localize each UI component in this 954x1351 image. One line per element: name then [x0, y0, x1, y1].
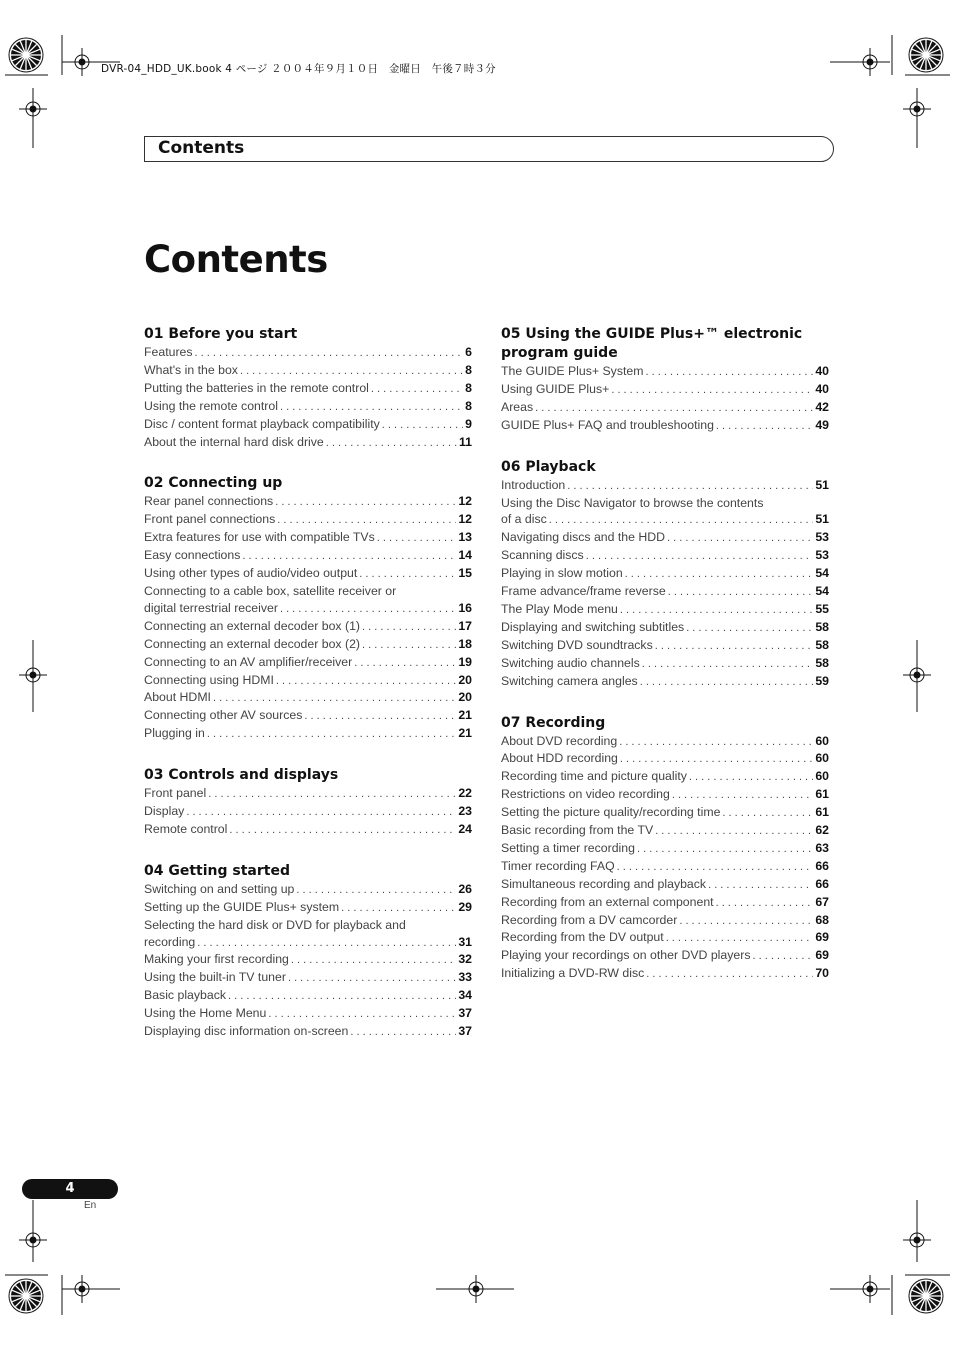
dot-leader: [359, 566, 456, 583]
toc-entry-page: 14: [458, 548, 472, 563]
toc-section-title: 03 Controls and displays: [144, 767, 339, 784]
dot-leader: [716, 895, 814, 912]
toc-entry-text: The Play Mode menu: [501, 601, 618, 616]
toc-entry[interactable]: [501, 840, 829, 858]
toc-entry-page: 42: [815, 399, 829, 414]
dot-leader: [228, 988, 456, 1005]
dot-leader: [377, 530, 457, 547]
toc-entry-text: Using the Home Menu: [144, 1006, 267, 1021]
page-title: Contents: [144, 238, 328, 281]
toc-entry-page: 8: [465, 380, 472, 395]
toc-entry-page: 54: [815, 566, 829, 581]
toc-entry-text: Remote control: [144, 821, 228, 836]
toc-entry[interactable]: [144, 1005, 472, 1023]
toc-entry-text: of a disc: [501, 512, 547, 527]
toc-entry-line: Selecting the hard disk or DVD for playback and: [144, 917, 406, 932]
toc-entry[interactable]: [144, 785, 472, 803]
toc-section: [144, 766, 472, 839]
dot-leader: [350, 1024, 456, 1041]
dot-leader: [619, 734, 813, 751]
toc-entry[interactable]: [144, 636, 472, 654]
toc-entry[interactable]: [144, 434, 472, 452]
toc-entry-line: Using the Disc Navigator to browse the contents: [501, 495, 764, 510]
toc-entry-page: 58: [815, 655, 829, 670]
toc-entry-page: 20: [458, 672, 472, 687]
dot-leader: [620, 751, 813, 768]
dot-leader: [195, 345, 464, 362]
toc-entry[interactable]: [501, 619, 829, 637]
toc-entry-page: 33: [458, 970, 472, 985]
toc-entry-text: Using the remote control: [144, 398, 278, 413]
toc-entry[interactable]: [501, 894, 829, 912]
toc-entry-page: 53: [815, 548, 829, 563]
toc-entry-text: Timer recording FAQ: [501, 858, 615, 873]
toc-entry-page: 68: [815, 912, 829, 927]
dot-leader: [586, 548, 814, 565]
dot-leader: [207, 726, 456, 743]
toc-entry-text: Connecting an external decoder box (2): [144, 636, 361, 651]
toc-entry-page: 51: [815, 512, 829, 527]
dot-leader: [686, 620, 813, 637]
toc-entry[interactable]: [501, 381, 829, 399]
dot-leader: [280, 399, 463, 416]
toc-entry-page: 70: [815, 966, 829, 981]
toc-entry-text: digital terrestrial receiver: [144, 600, 278, 615]
toc-entry[interactable]: [501, 804, 829, 822]
dot-leader: [708, 877, 813, 894]
toc-entry-page: 37: [458, 1006, 472, 1021]
dot-leader: [296, 882, 456, 899]
toc-entry-text: Initializing a DVD-RW disc: [501, 966, 645, 981]
toc-entry-text: Front panel: [144, 786, 207, 801]
toc-entry-page: 29: [458, 899, 472, 914]
toc-entry-text: Setting a timer recording: [501, 840, 635, 855]
toc-entry-text: Recording from the DV output: [501, 930, 664, 945]
toc-entry[interactable]: [501, 477, 829, 495]
toc-entry-page: 59: [815, 673, 829, 688]
toc-entry-page: 60: [815, 733, 829, 748]
dot-leader: [611, 382, 813, 399]
toc-entry[interactable]: [501, 965, 829, 983]
toc-entry[interactable]: [144, 707, 472, 725]
dot-leader: [716, 418, 813, 435]
toc-entry-page: 22: [458, 786, 472, 801]
toc-entry-text: Easy connections: [144, 548, 241, 563]
toc-entry-text: Using other types of audio/video output: [144, 566, 358, 581]
toc-entry-page: 9: [465, 416, 472, 431]
toc-entry[interactable]: [501, 912, 829, 930]
toc-entry-page: 61: [815, 787, 829, 802]
dot-leader: [362, 637, 456, 654]
dot-leader: [620, 602, 813, 619]
toc-entry[interactable]: [501, 529, 829, 547]
page-number-tab: 4: [22, 1179, 118, 1199]
toc-entry-text: Front panel connections: [144, 512, 276, 527]
toc-entry-page: 66: [815, 876, 829, 891]
toc-entry-page: 23: [458, 804, 472, 819]
toc-entry-text: recording: [144, 934, 196, 949]
toc-entry-page: 21: [458, 708, 472, 723]
toc-section-title: 02 Connecting up: [144, 475, 283, 492]
toc-entry[interactable]: [501, 947, 829, 965]
toc-entry-page: 12: [458, 494, 472, 509]
dot-leader: [288, 970, 456, 987]
toc-entry-text: Features: [144, 345, 193, 359]
toc-entry-page: 20: [458, 690, 472, 705]
toc-entry-text: Basic playback: [144, 988, 227, 1003]
toc-entry-page: 32: [458, 952, 472, 967]
dot-leader: [304, 708, 456, 725]
toc-entry-page: 69: [815, 930, 829, 945]
dot-leader: [645, 364, 813, 381]
toc-entry-page: 51: [815, 477, 829, 492]
toc-entry-text: Playing in slow motion: [501, 566, 623, 581]
toc-entry[interactable]: [144, 689, 472, 707]
toc-entry-page: 40: [815, 364, 829, 378]
dot-leader: [362, 619, 456, 636]
toc-entry-text: Connecting an external decoder box (1): [144, 618, 361, 633]
toc-entry-page: 21: [458, 726, 472, 741]
toc-entry[interactable]: [144, 362, 472, 380]
page-language-label: En: [84, 1200, 97, 1211]
toc-entry[interactable]: [144, 672, 472, 690]
toc-entry-page: 12: [458, 512, 472, 527]
toc-entry-text: Basic recording from the TV: [501, 823, 654, 838]
toc-entry[interactable]: [501, 637, 829, 655]
toc-entry-page: 26: [458, 881, 472, 896]
toc-section: [501, 458, 829, 691]
toc-entry[interactable]: [144, 881, 472, 899]
toc-entry-text: Playing your recordings on other DVD players: [501, 948, 751, 963]
toc-column-left: [144, 323, 472, 1064]
dot-leader: [341, 900, 456, 917]
toc-entry-page: 58: [815, 637, 829, 652]
toc-entry[interactable]: [144, 416, 472, 434]
dot-leader: [549, 512, 814, 529]
dot-leader: [642, 656, 814, 673]
dot-leader: [240, 363, 463, 380]
toc-entry-text: Rear panel connections: [144, 494, 274, 509]
dot-leader: [689, 769, 813, 786]
toc-entry-page: 31: [458, 934, 472, 949]
dot-leader: [242, 548, 456, 565]
toc-entry-text: Display: [144, 804, 185, 819]
toc-entry[interactable]: [144, 1023, 472, 1041]
toc-entry[interactable]: [501, 565, 829, 583]
dot-leader: [672, 787, 813, 804]
toc-entry-text: Disc / content format playback compatibility: [144, 416, 380, 431]
toc-entry[interactable]: [501, 858, 829, 876]
dot-leader: [382, 417, 463, 434]
toc-entry[interactable]: [144, 803, 472, 821]
toc-entry[interactable]: [144, 344, 472, 362]
header-title: Contents: [158, 138, 245, 158]
toc-entry-text: Plugging in: [144, 726, 205, 741]
dot-leader: [752, 948, 813, 965]
toc-entry-page: 54: [815, 584, 829, 599]
toc-section: [144, 862, 472, 1041]
dot-leader: [276, 673, 456, 690]
dot-leader: [637, 841, 813, 858]
toc-entry[interactable]: [144, 899, 472, 917]
toc-entry-text: About HDMI: [144, 690, 211, 705]
toc-entry-text: Extra features for use with compatible TVs: [144, 530, 375, 545]
dot-leader: [213, 690, 456, 707]
dot-leader: [280, 601, 456, 618]
toc-entry[interactable]: [144, 725, 472, 743]
toc-entry[interactable]: [144, 969, 472, 987]
toc-entry[interactable]: [144, 380, 472, 398]
toc-section: [144, 474, 472, 743]
toc-entry-text: The GUIDE Plus+ System: [501, 364, 644, 378]
dot-leader: [535, 400, 813, 417]
toc-entry[interactable]: [501, 511, 829, 529]
dot-leader: [667, 530, 813, 547]
toc-entry-page: 69: [815, 948, 829, 963]
toc-entry-text: Displaying disc information on-screen: [144, 1024, 349, 1039]
toc-entry-text: Using the built-in TV tuner: [144, 970, 286, 985]
toc-entry[interactable]: [501, 655, 829, 673]
toc-section-title: 06 Playback: [501, 458, 596, 475]
toc-entry[interactable]: [144, 547, 472, 565]
dot-leader: [291, 952, 456, 969]
toc-entry[interactable]: [144, 493, 472, 511]
toc-entry-page: 67: [815, 894, 829, 909]
toc-section-title: 05 Using the GUIDE Plus+™ electronic program guide: [501, 326, 803, 361]
toc-entry[interactable]: [501, 822, 829, 840]
toc-entry-text: Simultaneous recording and playback: [501, 876, 707, 891]
toc-entry[interactable]: [501, 786, 829, 804]
toc-entry-text: Setting the picture quality/recording time: [501, 805, 721, 820]
toc-entry-page: 11: [459, 434, 472, 449]
toc-entry[interactable]: [501, 929, 829, 947]
toc-entry-text: Switching audio channels: [501, 655, 640, 670]
toc-entry-page: 15: [458, 566, 472, 581]
toc-section: [501, 325, 829, 435]
toc-entry-text: Introduction: [501, 477, 566, 492]
toc-entry-text: Frame advance/frame reverse: [501, 584, 666, 599]
dot-leader: [208, 786, 456, 803]
dot-leader: [655, 638, 814, 655]
dot-leader: [371, 381, 463, 398]
dot-leader: [268, 1006, 456, 1023]
toc-entry[interactable]: [144, 565, 472, 583]
toc-entry-page: 18: [458, 636, 472, 651]
toc-entry-page: 8: [465, 398, 472, 413]
dot-leader: [722, 805, 813, 822]
toc-entry-text: Switching DVD soundtracks: [501, 637, 653, 652]
toc-column-right: [501, 323, 829, 1006]
toc-entry-text: Switching on and setting up: [144, 881, 295, 896]
toc-entry[interactable]: [144, 398, 472, 416]
toc-entry-page: 24: [458, 821, 472, 836]
toc-entry-text: Setting up the GUIDE Plus+ system: [144, 899, 340, 914]
toc-entry-text: About the internal hard disk drive: [144, 434, 324, 449]
dot-leader: [354, 655, 456, 672]
toc-entry-page: 34: [458, 988, 472, 1003]
dot-leader: [640, 674, 814, 691]
toc-entry-text: Recording from an external component: [501, 894, 714, 909]
toc-entry-text: Connecting using HDMI: [144, 672, 274, 687]
toc-entry[interactable]: [501, 547, 829, 565]
toc-entry-page: 61: [815, 805, 829, 820]
printer-slug-line: DVR-04_HDD_UK.book 4 ページ ２００４年９月１０日 金曜日 午後７時３分: [101, 63, 496, 75]
toc-entry[interactable]: [501, 733, 829, 751]
toc-entry[interactable]: [144, 511, 472, 529]
toc-entry[interactable]: [144, 821, 472, 839]
toc-entry-text: Making your first recording: [144, 952, 289, 967]
toc-entry[interactable]: [144, 654, 472, 672]
toc-entry[interactable]: [501, 768, 829, 786]
dot-leader: [668, 584, 814, 601]
toc-entry-text: What's in the box: [144, 362, 238, 377]
toc-entry-text: Scanning discs: [501, 548, 584, 563]
toc-entry-page: 53: [815, 530, 829, 545]
toc-entry-text: Putting the batteries in the remote control: [144, 380, 369, 395]
dot-leader: [197, 935, 456, 952]
dot-leader: [625, 566, 814, 583]
toc-entry-text: Connecting to an AV amplifier/receiver: [144, 654, 353, 669]
toc-entry-page: 17: [458, 618, 472, 633]
toc-entry-page: 66: [815, 858, 829, 873]
toc-entry[interactable]: [501, 583, 829, 601]
header-bar: [144, 136, 834, 162]
toc-entry[interactable]: [144, 934, 472, 952]
toc-entry[interactable]: [144, 600, 472, 618]
dot-leader: [229, 822, 456, 839]
toc-entry[interactable]: [501, 673, 829, 691]
toc-entry-page: 8: [465, 362, 472, 377]
toc-entry-page: 63: [815, 840, 829, 855]
dot-leader: [666, 930, 814, 947]
toc-entry[interactable]: [501, 876, 829, 894]
toc-entry-text: Displaying and switching subtitles: [501, 619, 685, 634]
toc-section: [144, 325, 472, 451]
toc-entry-page: 62: [815, 823, 829, 838]
toc-entry[interactable]: [144, 951, 472, 969]
toc-section-title: 01 Before you start: [144, 326, 298, 342]
toc-entry-text: About HDD recording: [501, 751, 618, 766]
toc-entry-page: 6: [465, 345, 472, 359]
toc-entry-page: 60: [815, 751, 829, 766]
toc-entry-page: 55: [815, 601, 829, 616]
toc-entry-text: Connecting other AV sources: [144, 708, 303, 723]
toc-entry-text: Recording time and picture quality: [501, 769, 687, 784]
toc-entry[interactable]: [501, 363, 829, 381]
toc-entry[interactable]: [144, 987, 472, 1005]
toc-entry-text: Using GUIDE Plus+: [501, 381, 610, 396]
toc-entry-text: GUIDE Plus+ FAQ and troubleshooting: [501, 417, 714, 432]
dot-leader: [567, 478, 813, 495]
toc-entry-text: Navigating discs and the HDD: [501, 530, 666, 545]
toc-entry-page: 16: [458, 600, 472, 615]
dot-leader: [655, 823, 813, 840]
toc-entry-page: 60: [815, 769, 829, 784]
dot-leader: [617, 859, 814, 876]
dot-leader: [679, 913, 813, 930]
toc-entry-text: Restrictions on video recording: [501, 787, 670, 802]
toc-section-title: 07 Recording: [501, 714, 606, 731]
dot-leader: [646, 966, 813, 983]
toc-entry-page: 19: [458, 654, 472, 669]
dot-leader: [186, 804, 456, 821]
toc-entry-page: 13: [458, 530, 472, 545]
dot-leader: [275, 494, 456, 511]
toc-entry-text: Recording from a DV camcorder: [501, 912, 678, 927]
toc-entry-page: 58: [815, 619, 829, 634]
toc-entry-text: Areas: [501, 399, 534, 414]
toc-entry-page: 49: [815, 417, 829, 432]
toc-entry[interactable]: [501, 750, 829, 768]
dot-leader: [326, 435, 457, 452]
toc-entry[interactable]: [144, 529, 472, 547]
toc-entry[interactable]: [501, 399, 829, 417]
toc-entry-page: 40: [815, 381, 829, 396]
toc-entry-text: Switching camera angles: [501, 673, 638, 688]
toc-entry-page: 37: [458, 1024, 472, 1039]
toc-entry[interactable]: [144, 618, 472, 636]
toc-section: [501, 714, 829, 984]
toc-entry-line: Connecting to a cable box, satellite receiver or: [144, 583, 397, 598]
toc-entry[interactable]: [501, 601, 829, 619]
toc-entry[interactable]: [501, 417, 829, 435]
toc-section-title: 04 Getting started: [144, 862, 290, 879]
dot-leader: [277, 512, 456, 529]
toc-entry-text: About DVD recording: [501, 733, 618, 748]
